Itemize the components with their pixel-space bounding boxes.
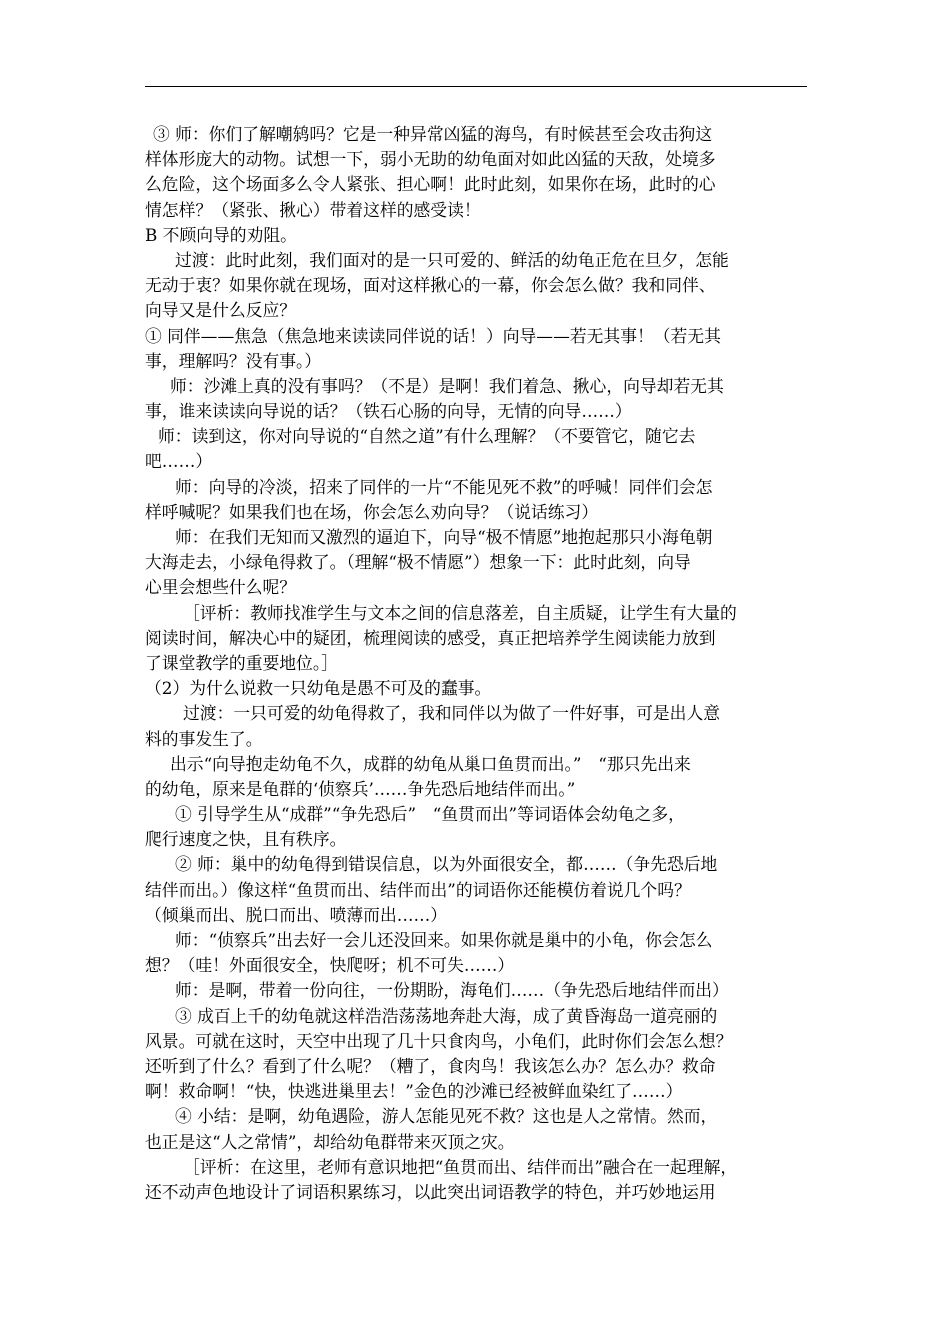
text-line: 师：在我们无知而又激烈的逼迫下，向导“极不情愿”地抱起那只小海龟朝 bbox=[175, 527, 713, 547]
text-line: 料的事发生了。 bbox=[145, 728, 263, 749]
text-line: 事，理解吗？没有事。） bbox=[145, 350, 322, 371]
text-line: 的幼龟，原来是龟群的‘侦察兵’……争先恐后地结伴而出。” bbox=[145, 778, 576, 799]
text-line: ① 引导学生从“成群”“争先恐后” “鱼贯而出”等词语体会幼龟之多， bbox=[175, 804, 685, 825]
text-line: 师：读到这，你对向导说的“自然之道”有什么理解？（不要管它，随它去 bbox=[158, 426, 696, 447]
text-line: 向导又是什么反应？ bbox=[145, 300, 297, 321]
text-line: 师：“侦察兵”出去好一会儿还没回来。如果你就是巢中的小龟，你会怎么 bbox=[175, 930, 713, 950]
text-line: 师：向导的冷淡，招来了同伴的一片“不能见死不救”的呼喊！同伴们会怎 bbox=[175, 476, 713, 497]
text-line: 大海走去，小绿龟得救了。（理解“极不情愿”）想象一下：此时此刻，向导 bbox=[145, 552, 691, 573]
text-line: 啊！救命啊！“快，快逃进巢里去！”金色的沙滩已经被鲜血染红了……） bbox=[145, 1081, 683, 1102]
text-line: 爬行速度之快，且有秩序。 bbox=[145, 829, 347, 850]
text-line: 师：沙滩上真的没有事吗？（不是）是啊！我们着急、揪心，向导却若无其 bbox=[170, 375, 724, 396]
text-line: 阅读时间，解决心中的疑团，梳理阅读的感受，真正把培养学生阅读能力放到 bbox=[145, 627, 716, 648]
text-line: 无动于衷？如果你就在现场，面对这样揪心的一幕，你会怎么做？我和同伴、 bbox=[145, 275, 716, 296]
text-line: 也正是这“人之常情”，却给幼龟群带来灭顶之灾。 bbox=[145, 1131, 515, 1152]
text-line: ［评析：在这里，老师有意识地把“鱼贯而出、结伴而出”融合在一起理解， bbox=[183, 1156, 738, 1177]
text-line: ② 师：巢中的幼龟得到错误信息，以为外面很安全，都……（争先恐后地 bbox=[175, 854, 718, 875]
text-line: 么危险，这个场面多么令人紧张、担心啊！此时此刻，如果你在场，此时的心 bbox=[145, 174, 716, 195]
text-line: ④ 小结：是啊，幼龟遇险，游人怎能见死不救？这也是人之常情。然而， bbox=[175, 1106, 718, 1127]
text-line: 吧……） bbox=[145, 451, 213, 472]
text-line: 心里会想些什么呢？ bbox=[145, 577, 297, 598]
text-line: ［评析：教师找准学生与文本之间的信息落差，自主质疑，让学生有大量的 bbox=[183, 602, 737, 623]
text-line: ① 同伴——焦急（焦急地来读读同伴说的话！）向导——若无其事！（若无其 bbox=[145, 325, 721, 346]
text-line: （2）为什么说救一只幼龟是愚不可及的蠢事。 bbox=[145, 678, 492, 699]
text-line: ③ 成百上千的幼龟就这样浩浩荡荡地奔赴大海，成了黄昏海岛一道亮丽的 bbox=[175, 1005, 718, 1026]
document-body bbox=[145, 122, 813, 1205]
text-line: 过渡：一只可爱的幼龟得救了，我和同伴以为做了一件好事，可是出人意 bbox=[183, 703, 721, 724]
header-rule bbox=[145, 86, 807, 87]
text-line: 样呼喊呢？如果我们也在场，你会怎么劝向导？（说话练习） bbox=[145, 501, 599, 522]
text-line: 风景。可就在这时，天空中出现了几十只食肉鸟，小龟们，此时你们会怎么想？ bbox=[145, 1030, 733, 1051]
text-line: （倾巢而出、脱口而出、喷薄而出……） bbox=[145, 904, 448, 925]
text-line: 事，谁来读读向导说的话？（铁石心肠的向导，无情的向导……） bbox=[145, 401, 632, 422]
text-line: B 不顾向导的劝阻。 bbox=[145, 224, 297, 245]
text-line: 过渡：此时此刻，我们面对的是一只可爱的、鲜活的幼龟正危在旦夕，怎能 bbox=[175, 249, 729, 270]
text-line: 情怎样？（紧张、揪心）带着这样的感受读！ bbox=[145, 199, 481, 220]
text-line: 结伴而出。）像这样“鱼贯而出、结伴而出”的词语你还能模仿着说几个吗？ bbox=[145, 879, 691, 900]
text-line: 想？（哇！外面很安全，快爬呀；机不可失……） bbox=[145, 955, 515, 976]
text-line: 出示“向导抱走幼龟不久，成群的幼龟从巢口鱼贯而出。” “那只先出来 bbox=[170, 753, 691, 774]
text-line: 了课堂教学的重要地位。］ bbox=[145, 652, 338, 673]
text-line: ③ 师：你们了解嘲鸫吗？它是一种异常凶猛的海鸟，有时候甚至会攻击狗这 bbox=[153, 124, 713, 144]
text-line: 样体形庞大的动物。试想一下，弱小无助的幼龟面对如此凶猛的天敌，处境多 bbox=[145, 149, 716, 170]
text-line: 师：是啊，带着一份向往，一份期盼，海龟们……（争先恐后地结伴而出） bbox=[175, 980, 729, 1001]
text-line: 还听到了什么？看到了什么呢？（糟了，食肉鸟！我该怎么办？怎么办？救命 bbox=[145, 1055, 716, 1076]
text-line: 还不动声色地设计了词语积累练习，以此突出词语教学的特色，并巧妙地运用 bbox=[145, 1181, 716, 1202]
